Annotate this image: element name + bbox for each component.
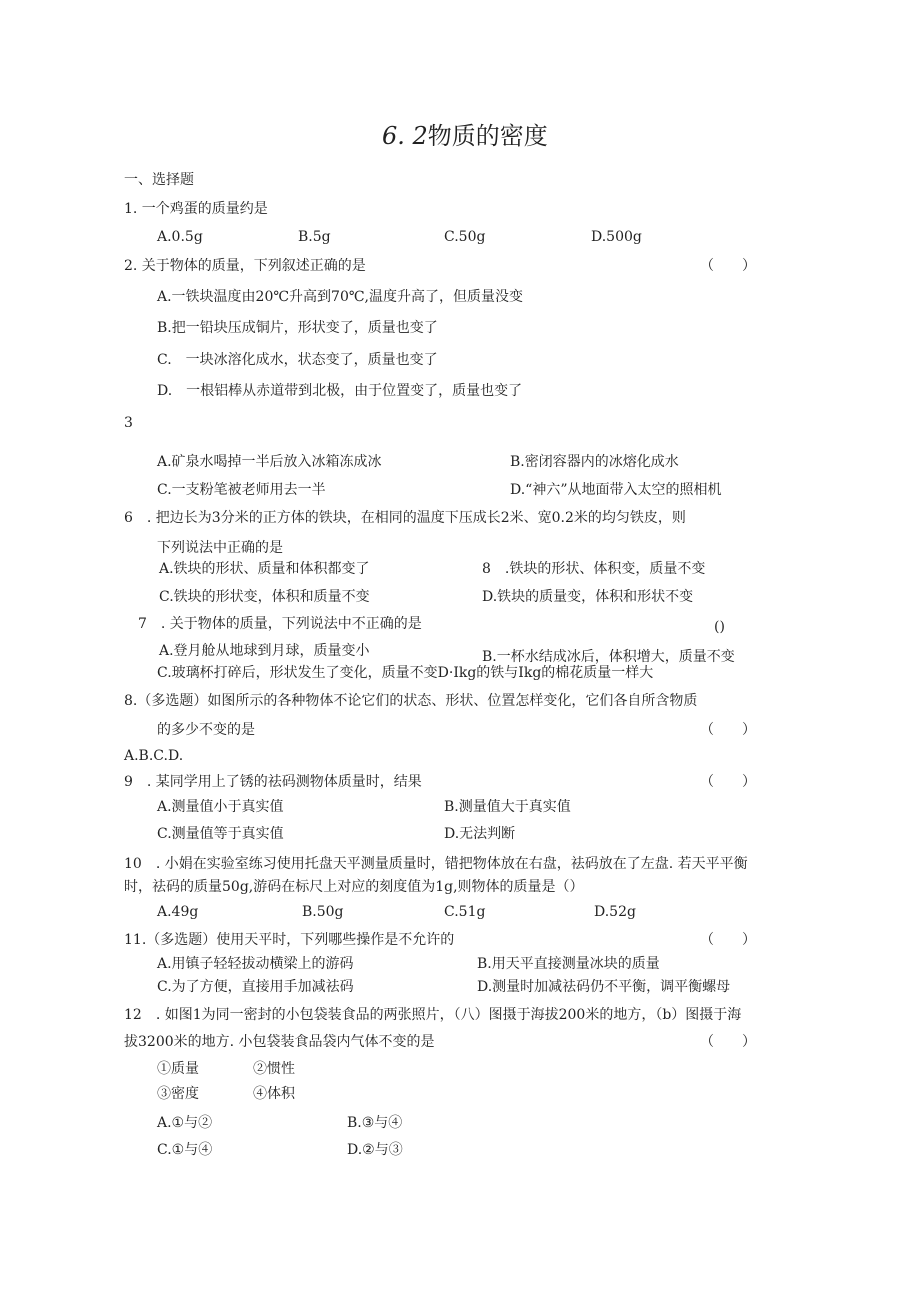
q9-option-c: C.测量值等于真实值: [157, 826, 284, 842]
q10-option-a: A.49g: [157, 904, 199, 920]
q6-option-b: 8 .铁块的形状、体积变，质量不变: [482, 561, 706, 577]
q3-option-d: D.“神六”从地面带入太空的照相机: [510, 482, 722, 498]
q12-option-a: A.①与②: [157, 1115, 213, 1131]
q3-option-c: C.一支粉笔被老师用去一半: [157, 482, 326, 498]
q3-option-a: A.矿泉水喝掉一半后放入冰箱冻成冰: [157, 454, 382, 470]
q12-option-d: D.②与③: [347, 1142, 403, 1158]
q7-option-a: A.登月舱从地球到月球，质量变小: [159, 643, 370, 659]
title-number: 6. 2: [382, 122, 428, 150]
q9-option-b: B.测量值大于真实值: [444, 799, 571, 815]
q11-option-d: D.测量时加减祛码仍不平衡，调平衡螺母: [477, 979, 731, 995]
q12-stem: 12 . 如图1为同一密封的小包袋装食品的两张照片，（八）图摄于海拔200米的地方，（b）图摄于海: [124, 1007, 742, 1023]
q9-answer-paren: （ ）: [700, 774, 756, 790]
q11-option-b: B.用天平直接测量冰块的质量: [477, 956, 660, 972]
title-text: 物质的密度: [427, 122, 548, 150]
q11-answer-paren: （ ）: [700, 932, 756, 948]
q2-option-b: B.把一铅块压成铜片，形状变了，质量也变了: [157, 320, 438, 336]
q1-stem: 1. 一个鸡蛋的质量约是: [124, 201, 268, 217]
q3-option-b: B.密闭容器内的冰熔化成水: [510, 454, 679, 470]
q12-item-4: ④体积: [253, 1086, 295, 1102]
q10-stem-continued: 时，祛码的质量50g,游码在标尺上对应的刻度值为1g,则物体的质量是（）: [124, 879, 584, 895]
q9-stem: 9 . 某同学用上了锈的祛码测物体质量时，结果: [124, 774, 422, 790]
q3-stem: 3: [124, 415, 133, 431]
q10-option-d: D.52g: [594, 904, 636, 920]
q12-item-1: ①质量: [157, 1061, 199, 1077]
q1-option-a: A.0.5g: [157, 229, 203, 245]
q6-stem: 6 . 把边长为3分米的正方体的铁块，在相同的温度下压成长2米、宽0.2米的均匀铁皮，则: [124, 510, 686, 526]
q12-option-b: B.③与④: [347, 1115, 403, 1131]
q8-answer-paren: （ ）: [700, 722, 756, 738]
q11-option-c: C.为了方便，直接用手加减祛码: [157, 979, 354, 995]
q7-option-b: B.一杯水结成冰后，体积增大，质量不变: [482, 649, 735, 665]
q6-option-a: A.铁块的形状、质量和体积都变了: [159, 561, 370, 577]
q10-stem: 10 . 小娟在实验室练习使用托盘天平测量质量时，错把物体放在右盘，祛码放在了左盘. 若天平平衡: [124, 856, 748, 872]
q12-option-c: C.①与④: [157, 1142, 213, 1158]
q7-stem: 7 . 关于物体的质量，下列说法中不正确的是: [138, 616, 422, 632]
q12-item-2: ②惯性: [253, 1061, 295, 1077]
q8-stem: 8.（多选题）如图所示的各种物体不论它们的状态、形状、位置怎样变化，它们各自所含物质: [124, 693, 698, 709]
q8-stem-continued: 的多少不变的是: [157, 722, 255, 738]
q12-answer-paren: （ ）: [700, 1034, 756, 1050]
q1-option-b: B.5g: [298, 229, 331, 245]
q6-option-c: C.铁块的形状变，体积和质量不变: [159, 589, 370, 605]
q9-option-a: A.测量值小于真实值: [157, 799, 284, 815]
q1-option-c: C.50g: [444, 229, 486, 245]
q9-option-d: D.无法判断: [444, 826, 516, 842]
page-title: [382, 124, 548, 148]
q2-answer-paren: （ ）: [700, 258, 756, 274]
q7-option-cd: C.玻璃杯打碎后，形状发生了变化，质量不变D·Ikg的铁与Ikg的棉花质量一样大: [157, 665, 654, 681]
q8-options: A.B.C.D.: [124, 748, 184, 764]
q1-option-d: D.500g: [591, 229, 642, 245]
section-heading: 一、选择题: [124, 172, 194, 188]
q12-stem-continued: 拔3200米的地方. 小包袋装食品袋内气体不变的是: [124, 1034, 435, 1050]
q2-option-a: A.一铁块温度由20℃升高到70℃,温度升高了，但质量没变: [157, 289, 523, 305]
q2-option-c: C. 一块冰溶化成水，状态变了，质量也变了: [157, 352, 438, 368]
q10-option-b: B.50g: [302, 904, 344, 920]
q2-stem: 2. 关于物体的质量，下列叙述正确的是: [124, 258, 366, 274]
q6-stem-continued: 下列说法中正确的是: [157, 540, 283, 556]
q2-option-d: D. 一根铝棒从赤道带到北极，由于位置变了，质量也变了: [157, 383, 523, 399]
q11-option-a: A.用镇子轻轻拔动横梁上的游码: [157, 956, 354, 972]
q12-item-3: ③密度: [157, 1086, 199, 1102]
q7-answer-paren: (): [714, 619, 725, 635]
q11-stem: 11.（多选题）使用天平时，下列哪些操作是不允许的: [124, 932, 455, 948]
q6-option-d: D.铁块的质量变，体积和形状不变: [482, 589, 694, 605]
q10-option-c: C.51g: [444, 904, 486, 920]
